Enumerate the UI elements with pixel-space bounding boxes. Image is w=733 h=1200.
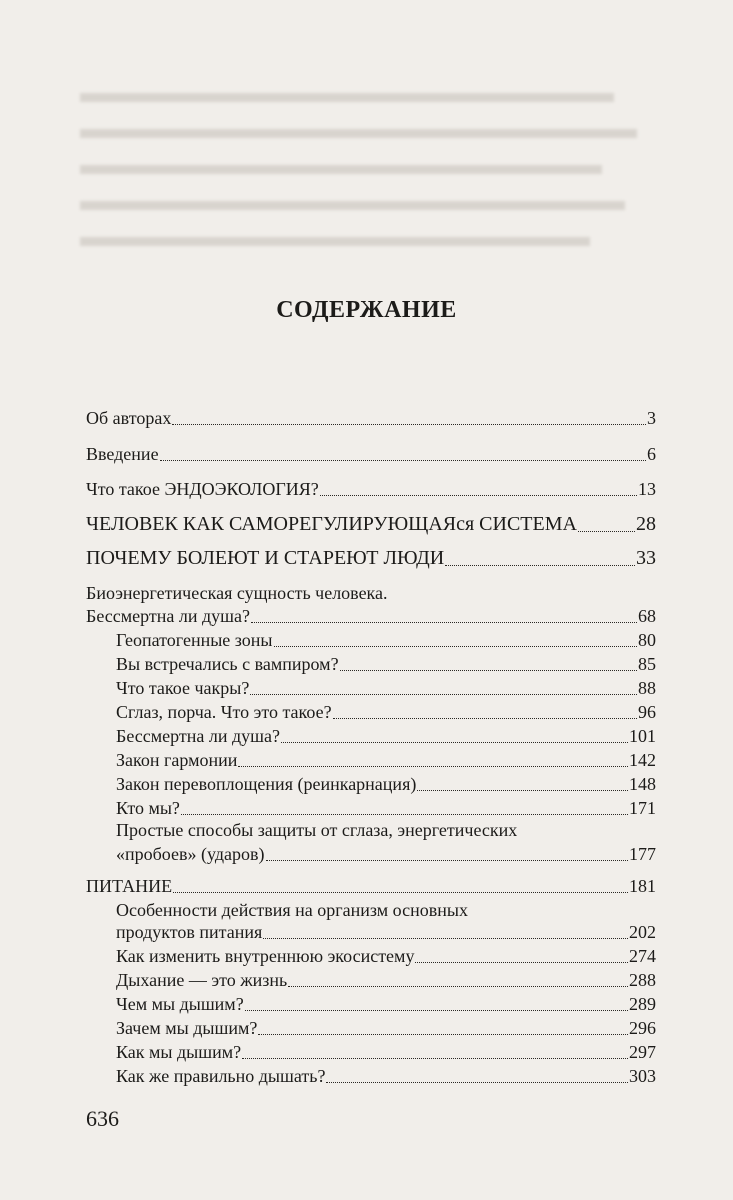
toc-entry[interactable] <box>86 513 656 536</box>
toc-entry-label: ПОЧЕМУ БОЛЕЮТ И СТАРЕЮТ ЛЮДИ <box>86 547 445 569</box>
toc-entry-label: «пробоев» (ударов) <box>116 844 265 864</box>
toc-entry[interactable] <box>86 479 656 500</box>
leader-dots <box>173 892 628 893</box>
toc-subentry[interactable] <box>116 1066 656 1087</box>
toc-entry-label: Вы встречались с вампиром? <box>116 654 339 674</box>
toc-entry-page: 142 <box>629 750 656 770</box>
toc-entry-page: 96 <box>638 702 656 722</box>
toc-entry-page: 68 <box>638 606 656 626</box>
toc-entry-page: 13 <box>638 479 656 499</box>
toc-entry-page: 303 <box>629 1066 656 1086</box>
toc-entry-label: Закон гармонии <box>116 750 238 770</box>
toc-subentry[interactable] <box>116 1042 656 1063</box>
leader-dots <box>340 670 637 671</box>
toc-entry-label: Как мы дышим? <box>116 1042 242 1062</box>
toc-entry[interactable] <box>86 876 656 897</box>
toc-entry-label: продуктов питания <box>116 922 263 942</box>
toc-entry-label: Биоэнергетическая сущность человека. <box>86 583 388 603</box>
contents-heading: СОДЕРЖАНИЕ <box>276 297 457 323</box>
leader-dots <box>242 1058 628 1059</box>
toc-subentry[interactable] <box>116 970 656 991</box>
leader-dots <box>445 565 635 566</box>
toc-entry-page: 3 <box>647 408 656 428</box>
leader-dots <box>160 460 646 461</box>
toc-subentry[interactable] <box>116 702 656 723</box>
toc-entry-label: Закон перевоплощения (реинкарнация) <box>116 774 417 794</box>
toc-subentry[interactable] <box>116 726 656 747</box>
toc-subentry[interactable] <box>116 1018 656 1039</box>
toc-subentry[interactable] <box>116 654 656 675</box>
leader-dots <box>263 938 628 939</box>
toc-entry-page: 171 <box>629 798 656 818</box>
leader-dots <box>281 742 628 743</box>
leader-dots <box>288 986 628 987</box>
toc-entry-label: Простые способы защиты от сглаза, энергетических <box>116 820 518 840</box>
leader-dots <box>172 424 646 425</box>
toc-entry-label: Бессмертна ли душа? <box>86 606 250 626</box>
toc-entry-label: Особенности действия на организм основных <box>116 900 468 920</box>
leader-dots <box>245 1010 628 1011</box>
toc-entry[interactable] <box>86 444 656 465</box>
leader-dots <box>274 646 637 647</box>
toc-entry-page: 80 <box>638 630 656 650</box>
toc-entry-page: 181 <box>629 876 656 896</box>
leader-dots <box>417 790 628 791</box>
leader-dots <box>578 531 635 532</box>
toc-entry-page: 28 <box>636 513 656 535</box>
toc-entry-page: 289 <box>629 994 656 1014</box>
toc-entry-label: Кто мы? <box>116 798 180 818</box>
toc-entry-page: 148 <box>629 774 656 794</box>
leader-dots <box>250 694 637 695</box>
leader-dots <box>251 622 637 623</box>
toc-entry-label: Зачем мы дышим? <box>116 1018 258 1038</box>
toc-entry-page: 101 <box>629 726 656 746</box>
toc-entry-page: 274 <box>629 946 656 966</box>
toc-entry[interactable] <box>86 408 656 429</box>
toc-entry-label: ПИТАНИЕ <box>86 876 173 896</box>
toc-entry-label: Геопатогенные зоны <box>116 630 273 650</box>
bleed-through-texture <box>80 66 660 246</box>
toc-entry-label: Что такое ЭНДОЭКОЛОГИЯ? <box>86 479 319 499</box>
leader-dots <box>415 962 628 963</box>
toc-subentry[interactable] <box>116 798 656 819</box>
leader-dots <box>266 860 629 861</box>
toc-entry-label: Об авторах <box>86 408 172 428</box>
leader-dots <box>333 718 637 719</box>
toc-entry-page: 296 <box>629 1018 656 1038</box>
toc-entry-page: 288 <box>629 970 656 990</box>
toc-entry-label: Бессмертна ли душа? <box>116 726 280 746</box>
toc-subentry[interactable] <box>116 844 656 865</box>
toc-entry-page: 33 <box>636 547 656 569</box>
toc-entry-label: Дыхание — это жизнь <box>116 970 288 990</box>
leader-dots <box>181 814 628 815</box>
toc-entry-label: Как же правильно дышать? <box>116 1066 326 1086</box>
leader-dots <box>326 1082 628 1083</box>
toc-entry-page: 85 <box>638 654 656 674</box>
toc-entry-label: Что такое чакры? <box>116 678 250 698</box>
leader-dots <box>320 495 637 496</box>
leader-dots <box>238 766 628 767</box>
page-number: 636 <box>86 1106 119 1131</box>
toc-entry-label: ЧЕЛОВЕК КАК САМОРЕГУЛИРУЮЩАЯся СИСТЕМА <box>86 513 577 535</box>
toc-entry-label: Введение <box>86 444 159 464</box>
toc-subentry[interactable] <box>116 994 656 1015</box>
toc-entry-page: 202 <box>629 922 656 942</box>
toc-entry-page: 6 <box>647 444 656 464</box>
toc-subentry[interactable] <box>116 922 656 943</box>
toc-entry[interactable] <box>86 606 656 627</box>
toc-subentry[interactable] <box>116 946 656 967</box>
toc-subentry[interactable] <box>116 750 656 771</box>
toc-entry-label: Сглаз, порча. Что это такое? <box>116 702 332 722</box>
toc-entry-page: 177 <box>629 844 656 864</box>
toc-entry-page: 297 <box>629 1042 656 1062</box>
toc-subentry[interactable] <box>116 774 656 795</box>
toc-entry-page: 88 <box>638 678 656 698</box>
toc-subentry[interactable] <box>116 630 656 651</box>
toc-subentry[interactable] <box>116 678 656 699</box>
leader-dots <box>258 1034 628 1035</box>
toc-entry-label: Как изменить внутреннюю экосистему <box>116 946 415 966</box>
toc-entry-label: Чем мы дышим? <box>116 994 244 1014</box>
toc-entry[interactable] <box>86 547 656 570</box>
